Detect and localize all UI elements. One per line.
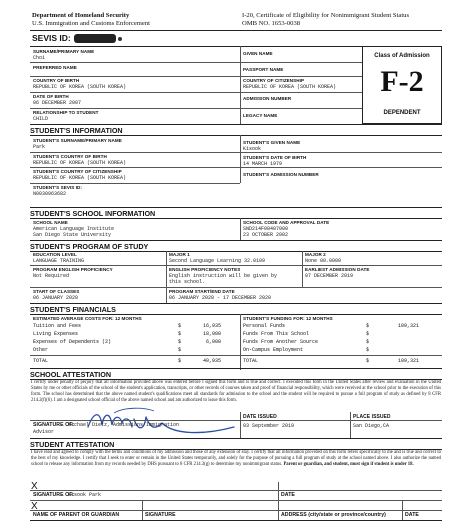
- date-issued: 03 September 2019: [243, 423, 295, 429]
- student-attestation-bold: Parent or guardian, and student, must sign if student is under 18.: [283, 462, 414, 468]
- eng-notes-2: this school.: [169, 279, 206, 285]
- date-issued-label: DATE ISSUED: [243, 414, 277, 420]
- stu-cob-label: STUDENT'S COUNTRY OF BIRTH: [33, 154, 107, 159]
- stu-sevis-label: STUDENT'S SEVIS ID:: [33, 185, 83, 190]
- dates-label: PROGRAM START/END DATE: [169, 289, 235, 294]
- funding-label: STUDENT'S FUNDING FOR: 12 MONTHS: [243, 316, 333, 321]
- start-label: START OF CLASSES: [33, 289, 80, 294]
- cost-currency: $: [178, 331, 182, 337]
- funding-currency: $: [366, 339, 370, 345]
- stu-cob: REPUBLIC OF KOREA (SOUTH KOREA): [33, 160, 127, 166]
- school-name-2: San Diego State University: [33, 232, 112, 238]
- student-date-label: DATE: [281, 492, 295, 498]
- funding-item: Personal Funds: [243, 323, 286, 329]
- section-title-student-info: STUDENT'S INFORMATION: [30, 126, 123, 135]
- class-of-admission-box: [362, 46, 442, 124]
- funding-amount: 109,321: [397, 323, 419, 329]
- edu-level: LANGUAGE TRAINING: [33, 258, 85, 264]
- stu-surname-label: STUDENT'S SURNAME/PRIMARY NAME: [33, 138, 122, 143]
- section-title-program: STUDENT'S PROGRAM OF STUDY: [30, 242, 149, 251]
- stu-given: Kisook: [243, 146, 262, 152]
- stu-surname: Park: [33, 144, 46, 150]
- dates: 06 JANUARY 2020 - 17 DECEMBER 2020: [169, 295, 272, 301]
- student-sig-label: SIGNATURE OF:: [33, 492, 75, 498]
- major2-label: MAJOR 2: [305, 252, 326, 257]
- major1-label: MAJOR 1: [169, 252, 190, 257]
- parent-date-label: DATE: [405, 512, 419, 518]
- class-sub: DEPENDENT: [383, 110, 421, 116]
- dep-admission-label: ADMISSION NUMBER: [243, 96, 292, 101]
- dep-relationship-label: RELATIONSHIP TO STUDENT: [33, 110, 99, 115]
- dep-coc-label: COUNTRY OF CITIZENSHIP: [243, 78, 305, 83]
- stu-sevis: N0030963682: [33, 191, 67, 197]
- earliest-label: EARLIEST ADMISSION DATE: [305, 267, 370, 272]
- dep-given-label: GIVEN NAME: [243, 51, 273, 56]
- dep-legacy-label: LEGACY NAME: [243, 113, 278, 118]
- cost-item: Expenses of Dependents (2): [33, 339, 112, 345]
- eng-prof: Not Required: [33, 273, 70, 279]
- class-label: Class of Admission: [374, 53, 430, 59]
- costs-total: 40,935: [202, 358, 221, 364]
- stu-admission-label: STUDENT'S ADMISSION NUMBER: [243, 172, 319, 177]
- school-name-label: SCHOOL NAME: [33, 220, 68, 225]
- parent-signature-label: SIGNATURE: [145, 512, 176, 518]
- cost-currency: $: [178, 347, 182, 353]
- funding-total: 109,321: [397, 358, 419, 364]
- edu-level-label: EDUCATION LEVEL: [33, 252, 77, 257]
- eng-notes-label: ENGLISH PROFICIENCY NOTES: [169, 267, 241, 272]
- stu-dob-label: STUDENT'S DATE OF BIRTH: [243, 155, 307, 160]
- section-title-student-attestation: STUDENT ATTESTATION: [30, 440, 115, 449]
- school-attestation-text: I certify under penalty of perjury that all information provided above was entered before I signed this form and is true and correct. I executed this form in the United States after review and evaluation in the United States by me or other officials of the school of the student's application, transcripts, or other records of courses taken and proof of financial responsibility, which were received at the school prior to the execution of this form. The school has determined that the above named student's qualifications meet all standards for admission to the school and the student will be required to pursue a full program of study as defined by 8 CFR 214.2(f)(6). I am a designated school official of the above named school and am authorized to issue this form.: [31, 380, 441, 404]
- student-attestation-body: I have read and agreed to comply with the terms and conditions of my admission and those of any extension of stay. I certify that all information provided on this form refers specifically to me and is true and correct to the best of my knowledge. I certify that I seek to enter or remain in the United States temporarily, and solely for the purpose of pursuing a full program of study at the school named above. I also authorize the named school to release any information from my records needed by DHS pursuant to 8 CFR 214.3(g) to determine my nonimmigrant status.: [31, 450, 441, 468]
- stu-dob: 14 MARCH 1979: [243, 161, 283, 167]
- major2: None 00.0000: [305, 258, 342, 264]
- cost-amount: 18,000: [202, 331, 221, 337]
- dep-relationship: CHILD: [33, 116, 49, 122]
- dep-preferred-label: PREFERRED NAME: [33, 65, 77, 70]
- eng-notes-1: English instruction will be given by: [169, 273, 278, 279]
- parent-name-label: NAME OF PARENT OR GUARDIAN: [33, 512, 120, 518]
- dep-dob-label: DATE OF BIRTH: [33, 94, 69, 99]
- signature-x-mark: X: [31, 481, 38, 492]
- funding-total-currency: $: [366, 358, 370, 364]
- funding-currency: $: [366, 347, 370, 353]
- school-name-1: American Language Institute: [33, 226, 115, 232]
- dep-surname: Choi: [33, 55, 46, 61]
- student-attestation-text: [31, 450, 441, 468]
- dso-sig-label: SIGNATURE OF:: [33, 422, 75, 428]
- redaction-dot: [118, 37, 122, 41]
- earliest: 07 DECEMBER 2019: [305, 273, 354, 279]
- place-issued: San Diego,CA: [353, 423, 390, 429]
- funding-item: Funds From Another Source: [243, 339, 319, 345]
- dep-coc: REPUBLIC OF KOREA (SOUTH KOREA): [243, 84, 337, 90]
- signature-x-mark-2: X: [31, 501, 38, 512]
- funding-item: On-Campus Employment: [243, 347, 304, 353]
- costs-label: ESTIMATED AVERAGE COSTS FOR: 12 MONTHS: [33, 316, 142, 321]
- stu-given-label: STUDENT'S GIVEN NAME: [243, 140, 301, 145]
- omb-number: OMB NO. 1653-0038: [242, 20, 301, 27]
- dep-passport-label: PASSPORT NAME: [243, 67, 284, 72]
- costs-total-currency: $: [178, 358, 182, 364]
- dep-surname-label: SURNAME/PRIMARY NAME: [33, 49, 95, 54]
- dep-dob: 06 DECEMBER 2007: [33, 100, 82, 106]
- dep-cob-label: COUNTRY OF BIRTH: [33, 78, 80, 83]
- dept-name: Department of Homeland Security: [32, 12, 130, 19]
- cost-item: Tuition and Fees: [33, 323, 82, 329]
- funding-item: Funds From This School: [243, 331, 310, 337]
- redacted-sevis-id: [74, 34, 116, 43]
- dso-name-2: Advisor: [33, 429, 55, 435]
- cost-amount: 6,000: [205, 339, 221, 345]
- form-title: I-20, Certificate of Eligibility for Nonimmigrant Student Status: [242, 12, 410, 19]
- agency-name: U.S. Immigration and Customs Enforcement: [32, 20, 150, 27]
- stu-coc: REPUBLIC OF KOREA (SOUTH KOREA): [33, 175, 127, 181]
- cost-item: Other: [33, 347, 49, 353]
- cost-item: Living Expenses: [33, 331, 79, 337]
- funding-currency: $: [366, 331, 370, 337]
- cost-currency: $: [178, 323, 182, 329]
- costs-total-label: TOTAL: [33, 358, 49, 364]
- stu-coc-label: STUDENT'S COUNTRY OF CITIZENSHIP: [33, 169, 122, 174]
- cost-amount: 16,935: [202, 323, 221, 329]
- dep-cob: REPUBLIC OF KOREA (SOUTH KOREA): [33, 84, 127, 90]
- section-title-school-attestation: SCHOOL ATTESTATION: [30, 370, 112, 379]
- parent-address-label: ADDRESS (city/state or province/country): [281, 512, 386, 518]
- school-code-label: SCHOOL CODE AND APPROVAL DATE: [243, 220, 330, 225]
- dso-name: Michael Dietz, Admissions/Immigration: [68, 422, 180, 428]
- section-title-financials: STUDENT'S FINANCIALS: [30, 305, 116, 314]
- funding-total-label: TOTAL: [243, 358, 259, 364]
- class-value: F-2: [380, 65, 424, 98]
- sevis-label: SEVIS ID:: [32, 33, 71, 43]
- cost-currency: $: [178, 339, 182, 345]
- place-issued-label: PLACE ISSUED: [353, 414, 391, 420]
- eng-prof-label: PROGRAM ENGLISH PROFICIENCY: [33, 267, 113, 272]
- funding-currency: $: [366, 323, 370, 329]
- school-code: SND214F00407000: [243, 226, 289, 232]
- major1: Second Language Learning 32.0109: [169, 258, 266, 264]
- start: 06 JANUARY 2020: [33, 295, 79, 301]
- school-approval: 23 OCTOBER 2002: [243, 232, 289, 238]
- section-title-school-info: STUDENT'S SCHOOL INFORMATION: [30, 209, 156, 218]
- student-sig-name: Kisook Park: [68, 492, 102, 498]
